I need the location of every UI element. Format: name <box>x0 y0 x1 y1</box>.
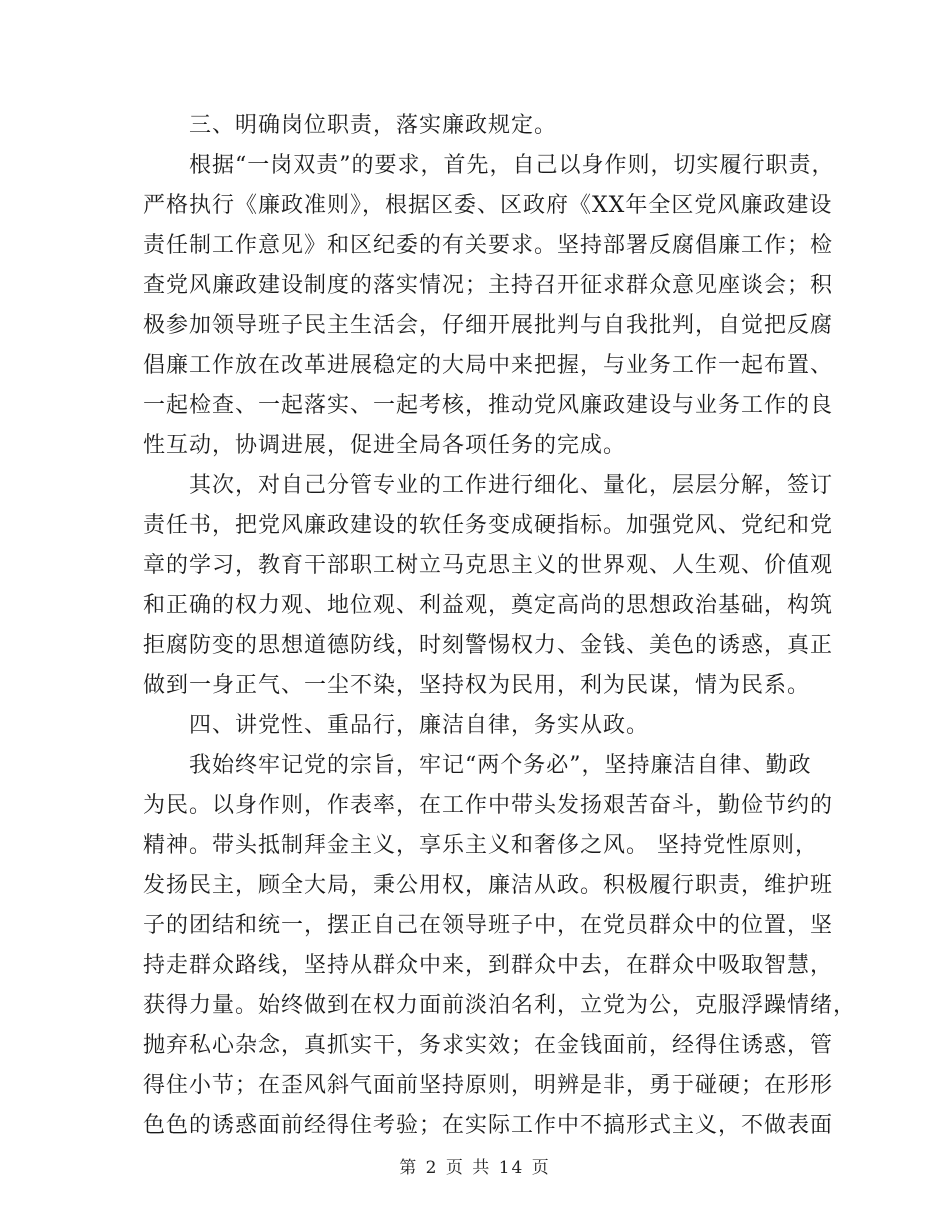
text-line: 我始终牢记党的宗旨，牢记“两个务必”，坚持廉洁自律、勤政 <box>189 753 812 778</box>
page-number-footer: 第 2 页 共 14 页 <box>399 1158 551 1178</box>
text-line: 获得力量。始终做到在权力面前淡泊名利，立党为公，克服浮躁情绪， <box>143 993 857 1018</box>
paragraph-1 <box>143 146 835 466</box>
text-line: 责任制工作意见》和区纪委的有关要求。坚持部署反腐倡廉工作；检 <box>143 233 834 258</box>
text-line: 抛弃私心杂念，真抓实干，务求实效；在金钱面前，经得住诱惑，管 <box>143 1033 834 1058</box>
text-line: 为民。以身作则，作表率，在工作中带头发扬艰苦奋斗，勤俭节约的 <box>143 793 834 818</box>
text-line: 得住小节；在歪风斜气面前坚持原则，明辨是非，勇于碰硬；在形形 <box>143 1073 834 1098</box>
text-line: 根据“一岗双责”的要求，首先，自己以身作则，切实履行职责， <box>189 153 835 178</box>
text-line: 查党风廉政建设制度的落实情况；主持召开征求群众意见座谈会；积 <box>143 273 834 298</box>
text-line: 发扬民主，顾全大局，秉公用权，廉洁从政。积极履行职责，维护班 <box>143 873 834 898</box>
text-line: 其次，对自己分管专业的工作进行细化、量化，层层分解，签订 <box>189 473 834 498</box>
text-line: 三、明确岗位职责，落实廉政规定。 <box>189 113 558 138</box>
section-heading-4 <box>143 706 808 746</box>
text-line: 和正确的权力观、地位观、利益观，奠定高尚的思想政治基础，构筑 <box>143 593 834 618</box>
text-line: 倡廉工作放在改革进展稳定的大局中来把握，与业务工作一起布置、 <box>143 353 834 378</box>
section-heading-3 <box>143 106 808 146</box>
text-line: 极参加领导班子民主生活会，仔细开展批判与自我批判，自觉把反腐 <box>143 313 834 338</box>
text-line: 四、讲党性、重品行，廉洁自律，务实从政。 <box>189 713 650 738</box>
text-line: 拒腐防变的思想道德防线，时刻警惕权力、金钱、美色的诱惑，真正 <box>143 633 834 658</box>
document-body <box>143 106 857 1146</box>
paragraph-2 <box>143 466 834 706</box>
text-line: 做到一身正气、一尘不染，坚持权为民用，利为民谋，情为民系。 <box>143 673 811 698</box>
text-line: 责任书，把党风廉政建设的软任务变成硬指标。加强党风、党纪和党 <box>143 513 834 538</box>
text-line: 子的团结和统一，摆正自己在领导班子中，在党员群众中的位置，坚 <box>143 913 834 938</box>
text-line: 色色的诱惑面前经得住考验；在实际工作中不搞形式主义，不做表面 <box>143 1113 834 1138</box>
text-line: 持走群众路线，坚持从群众中来，到群众中去，在群众中吸取智慧， <box>143 953 834 978</box>
text-line: 严格执行《廉政准则》，根据区委、区政府《XX年全区党风廉政建设 <box>143 193 833 218</box>
text-line: 性互动，协调进展，促进全局各项任务的完成。 <box>143 433 627 458</box>
text-line: 精神。带头抵制拜金主义，享乐主义和奢侈之风。 坚持党性原则， <box>143 833 818 858</box>
paragraph-3 <box>143 746 857 1146</box>
text-line: 一起检查、一起落实、一起考核，推动党风廉政建设与业务工作的良 <box>143 393 834 418</box>
text-line: 章的学习，教育干部职工树立马克思主义的世界观、人生观、价值观 <box>143 553 834 578</box>
